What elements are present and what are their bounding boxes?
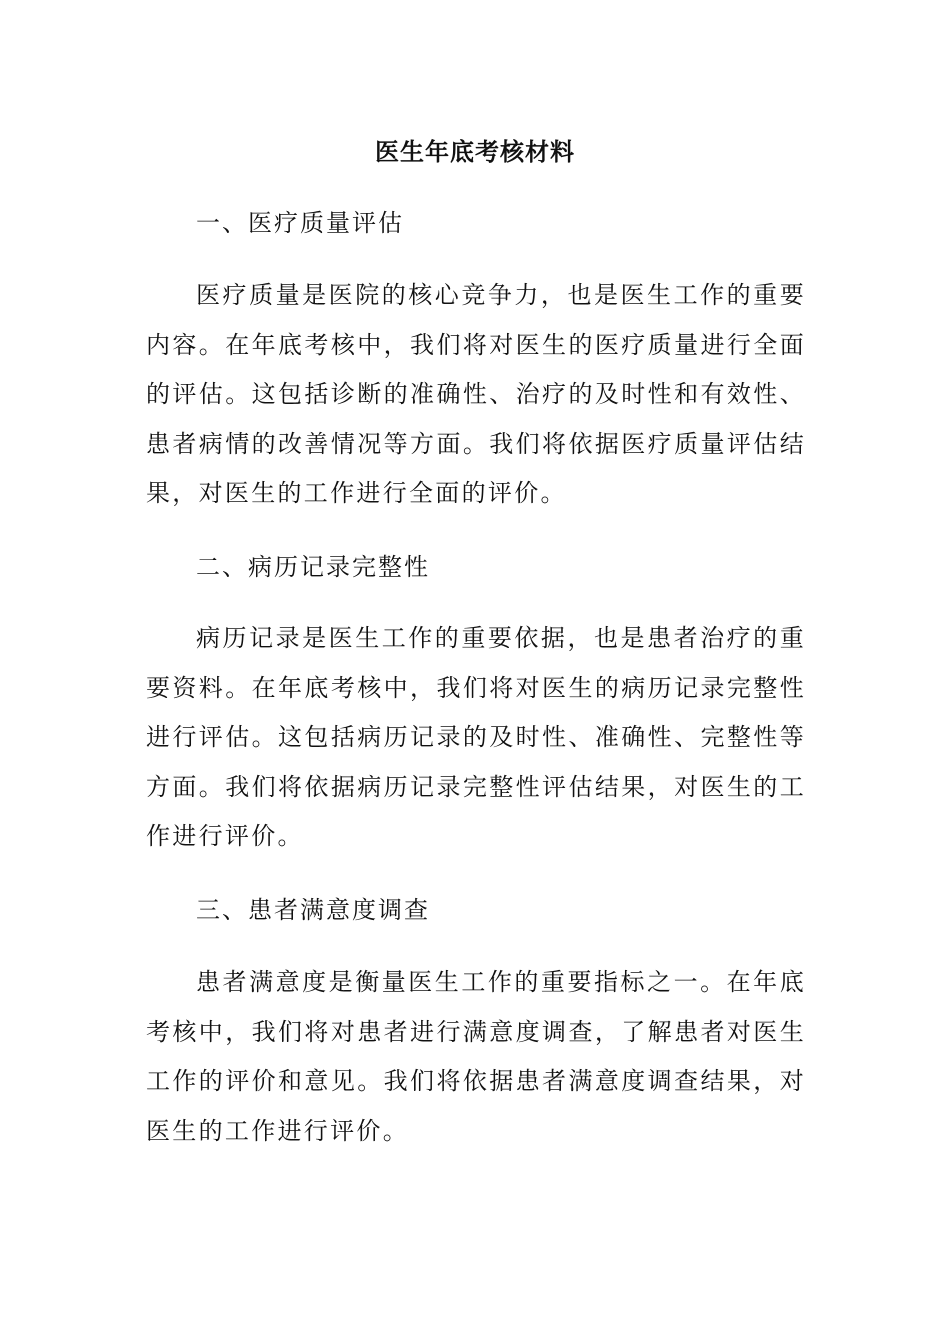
section-heading-patient-satisfaction: 三、患者满意度调查 xyxy=(196,896,430,924)
section-body-medical-quality: 医疗质量是医院的核心竞争力，也是医生工作的重要内容。在年底考核中，我们将对医生的医疗质量进行全面的评估。这包括诊断的准确性、治疗的及时性和有效性、患者病情的改善情况等方面。我们将依据医疗质量评估结果，对医生的工作进行全面的评价。 xyxy=(146,281,806,507)
document-title: 医生年底考核材料 xyxy=(375,137,575,166)
section-heading-medical-quality: 一、医疗质量评估 xyxy=(196,209,404,237)
section-heading-medical-records: 二、病历记录完整性 xyxy=(196,553,430,581)
section-body-medical-records: 病历记录是医生工作的重要依据，也是患者治疗的重要资料。在年底考核中，我们将对医生的病历记录完整性进行评估。这包括病历记录的及时性、准确性、完整性等方面。我们将依据病历记录完整性评估结果，对医生的工作进行评价。 xyxy=(146,624,806,850)
section-body-patient-satisfaction: 患者满意度是衡量医生工作的重要指标之一。在年底考核中，我们将对患者进行满意度调查，了解患者对医生工作的评价和意见。我们将依据患者满意度调查结果，对医生的工作进行评价。 xyxy=(146,968,806,1145)
